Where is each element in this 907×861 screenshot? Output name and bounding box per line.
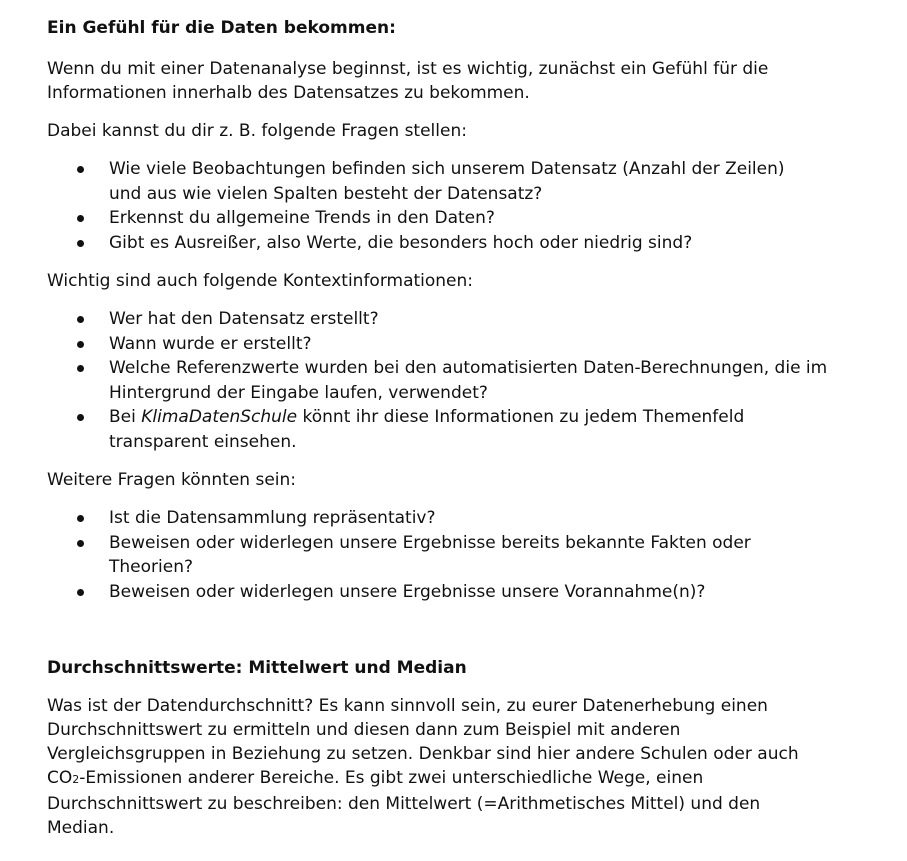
questions-lead: Dabei kannst du dir z. B. folgende Fragen stellen: (47, 121, 467, 141)
list-item: Gibt es Ausreißer, also Werte, die besonders hoch oder niedrig sind? (47, 231, 787, 256)
list-item: Beweisen oder widerlegen unsere Ergebnisse unsere Vorannahme(n)? (47, 580, 817, 605)
list-item: Erkennst du allgemeine Trends in den Daten? (47, 206, 787, 231)
bullet-icon (77, 215, 84, 222)
section-heading-averages: Durchschnittswerte: Mittelwert und Median (47, 658, 467, 678)
document-page (47, 16, 867, 840)
bullet-icon (77, 589, 84, 596)
questions-list (47, 157, 787, 255)
bullet-icon (77, 166, 84, 173)
list-item: Beweisen oder widerlegen unsere Ergebnisse bereits bekannte Fakten oder Theorien? (47, 531, 817, 580)
further-list (47, 506, 817, 604)
bullet-icon (77, 515, 84, 522)
bullet-icon (77, 540, 84, 547)
list-item: Ist die Datensammlung repräsentativ? (47, 506, 817, 531)
bullet-icon (77, 414, 84, 421)
section-heading-feeling: Ein Gefühl für die Daten bekommen: (47, 18, 396, 38)
list-item: Wer hat den Datensatz erstellt? (47, 307, 837, 332)
further-lead: Weitere Fragen könnten sein: (47, 470, 297, 490)
bullet-icon (77, 365, 84, 372)
bullet-icon (77, 341, 84, 348)
list-item: Wann wurde er erstellt? (47, 332, 837, 357)
list-item: Wie viele Beobachtungen befinden sich unserem Datensatz (Anzahl der Zeilen) und aus wie vielen Spalten besteht der Datensatz? (47, 157, 787, 206)
averages-paragraph: Was ist der Datendurchschnitt? Es kann sinnvoll sein, zu eurer Datenerhebung einen Durchschnittswert zu ermitteln und diesen dann zum Beispiel mit anderen Vergleichsgruppen in Beziehung zu setzen. Denkbar sind hier andere Schulen oder auch CO2-Emissionen anderer Bereiche. Es gibt zwei unterschiedliche Wege, einen Durchschnittswert zu beschreiben: den Mittelwert (=Arithmetisches Mittel) und den Median. (47, 696, 799, 838)
context-lead: Wichtig sind auch folgende Kontextinformationen: (47, 271, 474, 291)
list-item: Welche Referenzwerte wurden bei den automatisierten Daten-Berechnungen, die im Hintergrund der Eingabe laufen, verwendet? (47, 356, 837, 405)
intro-paragraph: Wenn du mit einer Datenanalyse beginnst, ist es wichtig, zunächst ein Gefühl für die Informationen innerhalb des Datensatzes zu bekommen. (47, 59, 769, 103)
co2-subscript: 2 (72, 773, 80, 786)
context-list (47, 307, 837, 454)
list-item: Bei KlimaDatenSchule könnt ihr diese Informationen zu jedem Themenfeld transparent einsehen. (47, 405, 789, 454)
bullet-icon (77, 316, 84, 323)
bullet-icon (77, 240, 84, 247)
brand-name: KlimaDatenSchule (141, 407, 298, 427)
